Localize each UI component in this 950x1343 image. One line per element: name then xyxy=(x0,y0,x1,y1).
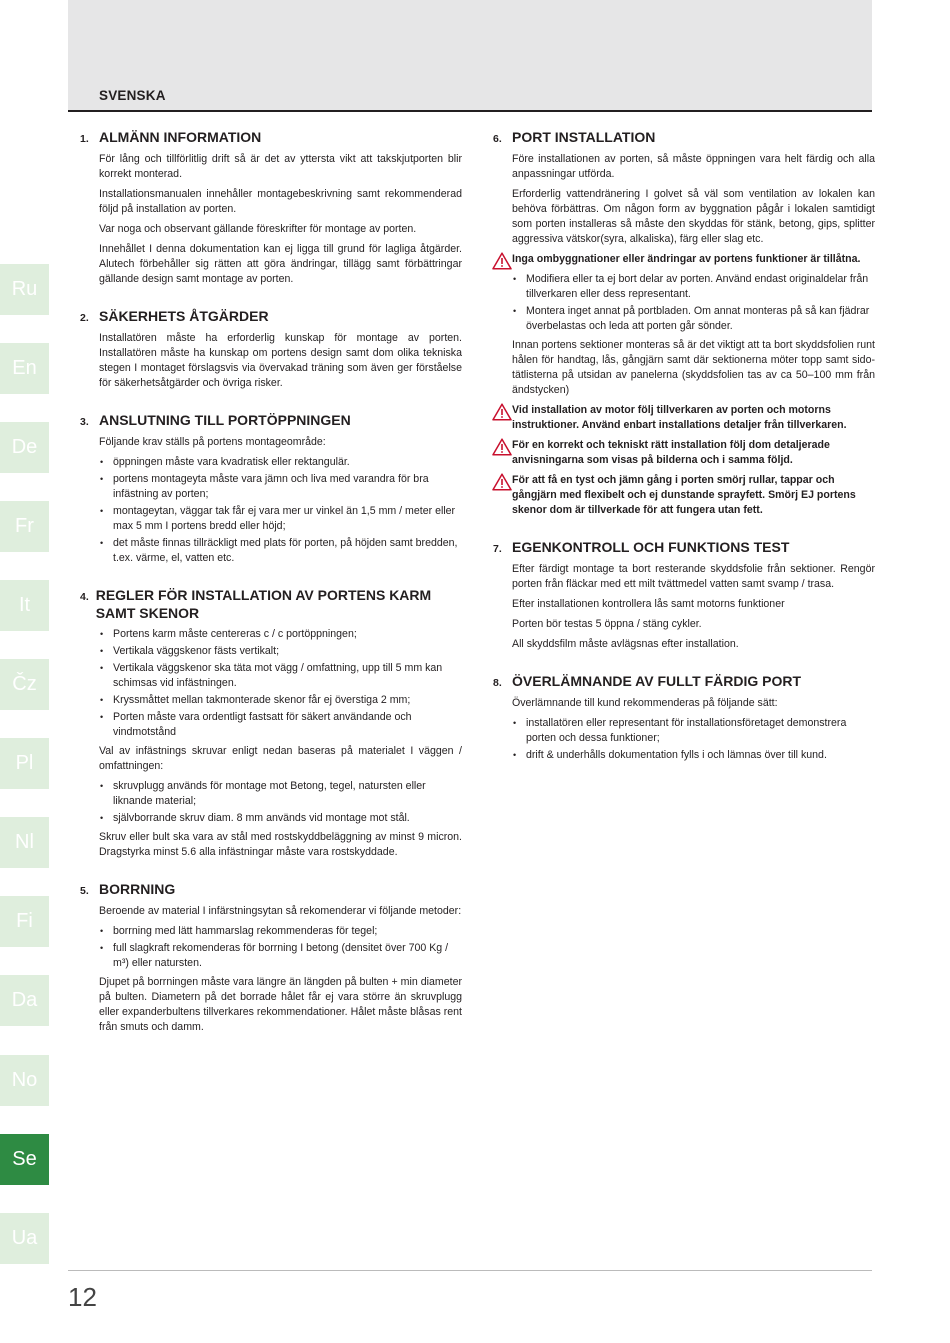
warning-note xyxy=(512,252,875,267)
section-title: PORT INSTALLATION xyxy=(512,129,656,145)
section-number: 3. xyxy=(80,416,89,428)
paragraph: Val av infästnings skruvar enligt nedan baseras på materialet I väggen / omfattningen: xyxy=(99,745,462,772)
section-number: 6. xyxy=(493,133,502,145)
language-title: SVENSKA xyxy=(99,88,166,103)
section-title: ALMÄNN INFORMATION xyxy=(99,129,262,145)
page-number: 12 xyxy=(68,1282,97,1312)
paragraph: Beroende av material I infärstningsytan så rekomenderar vi följande metoder: xyxy=(99,905,462,917)
lang-tab-nl[interactable]: Nl xyxy=(0,817,49,868)
header-divider xyxy=(68,110,872,112)
paragraph: Var noga och observant gällande föreskrifter för montage av porten. xyxy=(99,223,417,235)
warning-note xyxy=(512,438,875,468)
warning-note xyxy=(512,403,875,433)
section-body xyxy=(80,627,462,860)
lang-tab-da[interactable]: Da xyxy=(0,975,49,1026)
section-title: BORRNING xyxy=(99,881,176,897)
list-item: • Kryssmåttet mellan takmonterade skenor får ej överstiga 2 mm; xyxy=(99,693,462,708)
paragraph: För lång och tillförlitlig drift så är det av yttersta vikt att takskjutporten blir korrekt monterad. xyxy=(99,153,462,180)
lang-tab-se[interactable]: Se xyxy=(0,1134,49,1185)
section-number: 8. xyxy=(493,677,502,689)
lang-tab-ua[interactable]: Ua xyxy=(0,1213,49,1264)
list-item: • full slagkraft rekomenderas för borrning I betong (densitet över 700 Kg / m³) eller natursten. xyxy=(99,941,462,971)
section-5 xyxy=(80,880,462,1035)
paragraph: Innan portens sektioner monteras så är det viktigt att ta bort skyddsfolien runt hålen för handtag, lås, gångjärn samt där sektionerna möter topp samt sido-tätlisterna på utsidan av panelerna (skyddsfolien tas av ca 50–100 mm från ändstycken) xyxy=(512,339,875,396)
section-number: 5. xyxy=(80,885,89,897)
lang-tab-it[interactable]: It xyxy=(0,580,49,631)
bullet-list xyxy=(99,627,462,740)
section-body xyxy=(80,904,462,1035)
right-column xyxy=(493,128,875,783)
warning-triangle-icon xyxy=(492,473,512,491)
section-2 xyxy=(80,307,462,391)
warning-triangle-icon xyxy=(492,438,512,456)
paragraph: Följande krav ställs på portens montageområde: xyxy=(99,436,326,448)
lang-tab-čz[interactable]: Čz xyxy=(0,659,49,710)
warning-triangle-icon xyxy=(492,403,512,421)
section-heading xyxy=(493,672,875,691)
section-4 xyxy=(80,586,462,860)
section-heading xyxy=(80,307,462,326)
lang-tab-no[interactable]: No xyxy=(0,1055,49,1106)
lang-tab-en[interactable]: En xyxy=(0,343,49,394)
left-column xyxy=(80,128,462,1055)
section-title: ÖVERLÄMNANDE AV FULLT FÄRDIG PORT xyxy=(512,673,802,689)
paragraph: Installatören måste ha erforderlig kunskap för montage av porten. Installatören måste ha kunskap om portens design samt dom olika tekniska stegen I montaget förslagsvis via övervakad träning som även ger förståelse för säkerhetsåtgärder och övriga risker. xyxy=(99,332,462,389)
list-item: • skruvplugg används för montage mot Betong, tegel, natursten eller liknande material; xyxy=(99,779,462,809)
list-item: • Vertikala väggskenor fästs vertikalt; xyxy=(99,644,462,659)
list-item: • Montera inget annat på portbladen. Om annat monteras på så kan fjädrar överbelastas och leda att porten går sönder. xyxy=(512,304,875,334)
bullet-list xyxy=(99,924,462,971)
list-item: • Porten måste vara ordentligt fastsatt för säkert användande och vindmotstånd xyxy=(99,710,462,740)
warning-text: Vid installation av motor följ tillverkaren av porten och motorns instruktioner. Använd enbart installations detaljer från tillverkaren. xyxy=(512,404,847,431)
section-8 xyxy=(493,672,875,763)
paragraph: Innehållet I denna dokumentation kan ej ligga till grund för lagliga åtgärder. Alutech förbehåller sig rätten att göra ändringar, tillägg samt förbättringar gällande design samt montage av porten. xyxy=(99,243,462,285)
footer-divider xyxy=(68,1270,872,1271)
list-item: • det måste finnas tillräckligt med plats för porten, på höjden samt bredden, t.ex. värme, el, vatten etc. xyxy=(99,536,462,566)
lang-tab-fi[interactable]: Fi xyxy=(0,896,49,947)
section-heading xyxy=(80,586,462,622)
section-number: 7. xyxy=(493,543,502,555)
section-heading xyxy=(80,411,462,430)
section-heading xyxy=(80,880,462,899)
section-body xyxy=(80,331,462,391)
section-1 xyxy=(80,128,462,287)
lang-tab-ru[interactable]: Ru xyxy=(0,264,49,315)
section-title: SÄKERHETS ÅTGÄRDER xyxy=(99,308,269,324)
paragraph: Efter färdigt montage ta bort resterande skyddsfolie från sektioner. Rengör porten från fläckar med ett milt tvättmedel vatten samt svamp / trasa. xyxy=(512,563,875,590)
paragraph: Porten bör testas 5 öppna / stäng cykler. xyxy=(512,618,702,630)
section-title: ANSLUTNING TILL PORTÖPPNINGEN xyxy=(99,412,351,428)
lang-tab-de[interactable]: De xyxy=(0,422,49,473)
paragraph: Överlämnande till kund rekommenderas på följande sätt: xyxy=(512,697,778,709)
list-item: • portens montageyta måste vara jämn och liva med varandra för bra infästning av porten; xyxy=(99,472,462,502)
warning-text: För en korrekt och tekniskt rätt installation följ dom detaljerade anvisningarna som visas på bilderna och i samma följd. xyxy=(512,439,830,466)
list-item: • drift & underhålls dokumentation fylls i och lämnas över till kund. xyxy=(512,748,875,763)
paragraph: Före installationen av porten, så måste öppningen vara helt färdig och alla anpassningar utförda. xyxy=(512,153,875,180)
paragraph: Efter installationen kontrollera lås samt motorns funktioner xyxy=(512,598,785,610)
section-number: 1. xyxy=(80,133,89,145)
section-heading xyxy=(493,538,875,557)
warning-text: Inga ombyggnationer eller ändringar av portens funktioner är tillåtna. xyxy=(512,253,861,265)
section-number: 2. xyxy=(80,312,89,324)
section-body xyxy=(80,152,462,287)
section-3 xyxy=(80,411,462,566)
warning-note xyxy=(512,473,875,518)
list-item: • Modifiera eller ta ej bort delar av porten. Använd endast originaldelar från tillverkaren eller dess representant. xyxy=(512,272,875,302)
header-band xyxy=(68,0,872,111)
section-6 xyxy=(493,128,875,518)
warning-text: För att få en tyst och jämn gång i porten smörj rullar, tappar och gångjärn med flexibelt och ej dunstande sprayfett. Smörj EJ portens skenor dom är tillverkade för att fungera utan fett. xyxy=(512,474,856,516)
list-item: • Portens karm måste centereras c / c portöppningen; xyxy=(99,627,462,642)
list-item: • installatören eller representant för installationsföretaget demonstrera porten och dessa funktioner; xyxy=(512,716,875,746)
section-number: 4. xyxy=(80,591,89,603)
section-body xyxy=(493,152,875,518)
paragraph: Installationsmanualen innehåller montagebeskrivning samt rekommenderad följd på installation av porten. xyxy=(99,188,462,215)
section-body xyxy=(80,435,462,566)
list-item: • montageytan, väggar tak får ej vara mer ur vinkel än 1,5 mm / meter eller max 5 mm I portens bredd eller höjd; xyxy=(99,504,462,534)
list-item: • Vertikala väggskenor ska täta mot vägg / omfattning, upp till 5 mm kan schimsas vid infästningen. xyxy=(99,661,462,691)
section-body xyxy=(493,696,875,763)
section-7 xyxy=(493,538,875,652)
lang-tab-pl[interactable]: Pl xyxy=(0,738,49,789)
lang-tab-fr[interactable]: Fr xyxy=(0,501,49,552)
bullet-list xyxy=(512,716,875,763)
section-heading xyxy=(80,128,462,147)
section-title: REGLER FÖR INSTALLATION AV PORTENS KARM SAMT SKENOR xyxy=(95,587,432,621)
bullet-list xyxy=(99,455,462,566)
section-heading xyxy=(493,128,875,147)
section-title: EGENKONTROLL OCH FUNKTIONS TEST xyxy=(512,539,790,555)
bullet-list xyxy=(512,272,875,334)
bullet-list xyxy=(99,779,462,826)
list-item: • öppningen måste vara kvadratisk eller rektangulär. xyxy=(99,455,462,470)
paragraph: Erforderlig vattendränering I golvet så väl som ventilation av lokalen kan behöva förbättras. Om någon form av byggnation pågår i lokalen samtidigt som porten installeras så måste den skyddas för stänk, betong, gips, splitter aggressiva vätskor(syra, alkaliska), färg eller slag etc. xyxy=(512,188,875,245)
list-item: • självborrande skruv diam. 8 mm används vid montage mot stål. xyxy=(99,811,462,826)
paragraph: Djupet på borrningen måste vara längre än längden på bulten + min diameter på bulten. Diametern på det borrade hålet får ej vara större än skruvplugg eller expanderbultens tillverkares rekommendationer. Hålet måste blåsas rent från smuts och damm. xyxy=(99,976,462,1033)
warning-triangle-icon xyxy=(492,252,512,270)
list-item: • borrning med lätt hammarslag rekommenderas för tegel; xyxy=(99,924,462,939)
paragraph: All skyddsfilm måste avlägsnas efter installation. xyxy=(512,638,739,650)
section-body xyxy=(493,562,875,652)
paragraph: Skruv eller bult ska vara av stål med rostskyddbeläggning av minst 9 micron. Dragstyrka minst 5.6 alla infästningar måste vara rostskyddade. xyxy=(99,831,462,858)
